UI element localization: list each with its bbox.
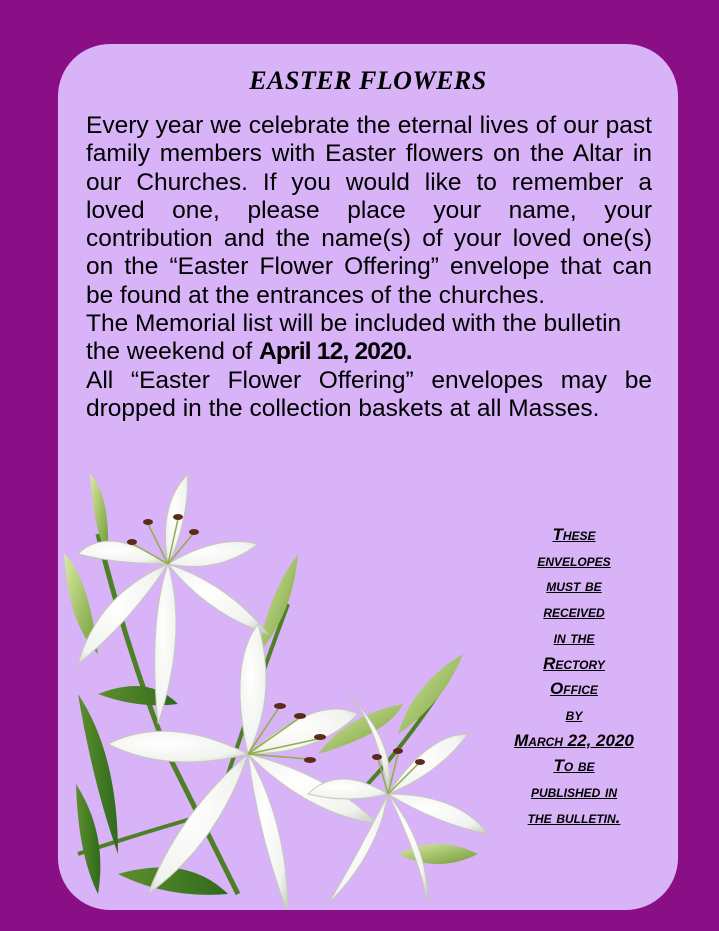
flyer-body	[86, 112, 652, 423]
notice-line: Rectory	[543, 653, 605, 673]
notice-line: envelopes	[537, 550, 611, 570]
notice-line: published in	[530, 782, 618, 802]
intro-paragraph: Every year we celebrate the eternal lives of our past family members with Easter flowers on the Altar in our Churches. If you would like to remember a loved one, please place your name, your contribution and the name(s) of your loved one(s) on the “Easter Flower Offering” envelope that can be found at the entrances of the churches.	[86, 112, 652, 309]
easter-lily-bouquet-icon	[58, 454, 498, 910]
notice-line: March 22, 2020	[514, 730, 634, 750]
memorial-text: The Memorial list will be included with the bulletin the weekend of	[86, 310, 622, 366]
notice-line: These	[552, 525, 596, 544]
notice-line: To be	[553, 756, 595, 776]
notice-line: by	[565, 704, 583, 724]
flyer-title: EASTER FLOWERS	[249, 66, 487, 95]
notice-line: must be	[546, 576, 602, 596]
deadline-notice	[490, 522, 658, 830]
memorial-paragraph	[86, 310, 652, 367]
notice-line: Office	[550, 679, 598, 699]
notice-line: the bulletin.	[527, 807, 621, 827]
flyer-card	[58, 44, 678, 910]
drop-off-paragraph: All “Easter Flower Offering” envelopes may be dropped in the collection baskets at all Masses.	[86, 366, 652, 422]
notice-line: received	[543, 602, 605, 622]
notice-line: in the	[553, 627, 595, 647]
memorial-date: April 12, 2020.	[258, 338, 412, 366]
